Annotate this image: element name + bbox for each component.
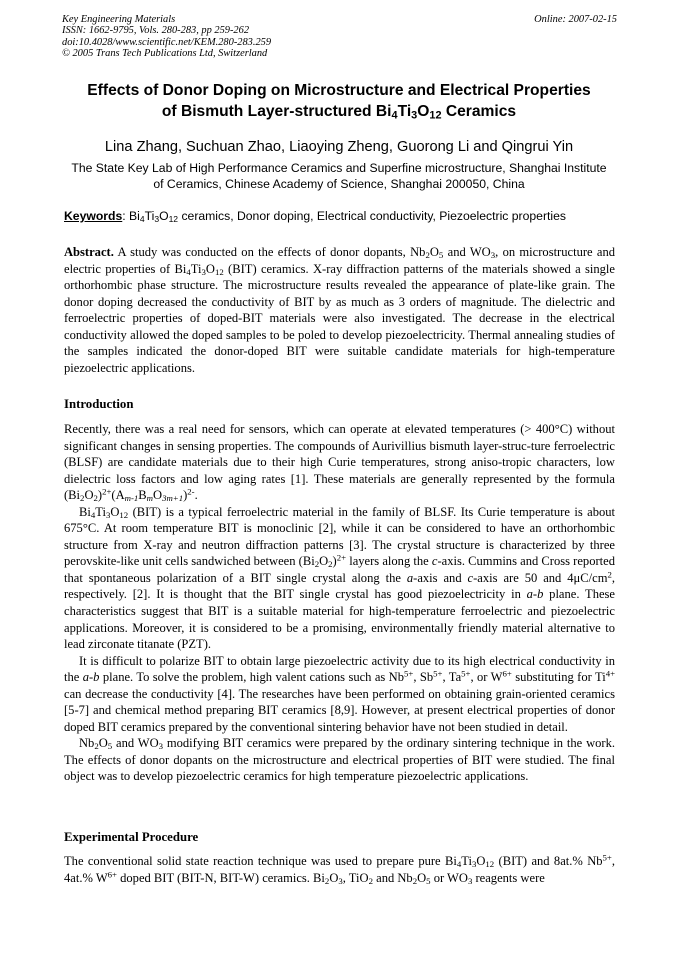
abstract-label: Abstract. <box>64 245 114 259</box>
title-line-2: of Bismuth Layer-structured $Bi_4Ti_3O_{12}$ Ceramics <box>161 103 517 122</box>
author-list: Lina Zhang, Suchuan Zhao, Liaoying Zheng, Guorong Li and Qingrui Yin <box>104 139 574 155</box>
paragraph: $Nb_2O_5$ and $WO_3$ modifying BIT ceramics were prepared by the ordinary sintering technique in the work. The effects of donor dopants on the microstructure and electrical properties of BIT were studied. The final object was to develop piezoelectric ceramics for high temperature piezoelectric applications. <box>64 736 615 784</box>
online-date: Online: 2007-02-15 <box>534 14 617 25</box>
title-line-1: Effects of Donor Doping on Microstructure and Electrical Properties <box>87 82 591 99</box>
issn-line: ISSN: 1662-9795, Vols. 280-283, pp 259-262 <box>62 25 250 37</box>
introduction-body <box>64 421 615 785</box>
section-heading-experimental: Experimental Procedure <box>64 830 199 844</box>
paper-title <box>40 80 638 122</box>
keywords: Keywords: $Bi_4Ti_3O_{12}$ ceramics, Donor doping, Electrical conductivity, Piezoelectric properties <box>64 209 566 225</box>
paragraph: The conventional solid state reaction technique was used to prepare pure $Bi_4Ti_3O_{12}$ (BIT) and 8at.% $Nb^{5+}$, 4at.% $W^{6+}$ doped BIT (BIT-N, BIT-W) ceramics. $Bi_2O_3$, TiO$_2$ and $Nb_2O_5$ or $WO_3$ reagents were <box>64 852 616 886</box>
paragraph: Recently, there was a real need for sensors, which can operate at elevated temperatures (> 400°C) without significant changes in sensing properties. The compounds of Aurivillius bismuth layer-struc-ture ferroelectric (BLSF) are candidate materials due to their high Curie temperatures, strong aniso-tropic characters, low dielectric loss factors and low aging rates [1]. These materials are generally represented by the formula $(Bi_2O_2)^{2+}(A_{m-1}B_mO_{3m+1})^{2-}$. <box>64 422 615 504</box>
doi-line: doi:10.4028/www.scientific.net/KEM.280-283.259 <box>62 36 272 48</box>
journal-name: Key Engineering Materials <box>62 14 176 25</box>
affiliation: The State Key Lab of High Performance Ceramics and Superfine microstructure, Shanghai Institute of Ceramics, Chinese Academy of Science, Shanghai 200050, China <box>71 161 607 191</box>
abstract: Abstract. A study was conducted on the effects of donor dopants, $Nb_2O_5$ and $WO_3$, on microstructure and electric properties of $Bi_4Ti_3O_{12}$ (BIT) ceramics. X-ray diffraction patterns of the materials showed a single orthorhombic phase structure. The microstructure results revealed the appearance of plate-like grain. The donor doping decreased the conductivity of BIT by as much as 3 orders of magnitude. The dielectric and ferroelectric properties of doped-BIT materials were also investigated. The decrease in the electrical conductivity allowed the doped samples to be poled to develop piezoelectricity. Thermal annealing studies of the samples indicated the donor-doped BIT were suitable candidate materials for high-temperature piezoelectric applications. <box>64 245 616 375</box>
paragraph: It is difficult to polarize BIT to obtain large piezoelectric activity due to its high electrical conductivity in the a-b plane. To solve the problem, high valent cations such as $Nb^{5+}$, $Sb^{5+}$, $Ta^{5+}$, or $W^{6+}$ substituting for $Ti^{4+}$ can decrease the conductivity [4]. The researches have been performed on obtaining grain-oriented ceramics [5-7] and chemical method preparing BIT ceramics [8,9]. However, at present electrical properties of donor doped BIT ceramics prepared by the conventional sintering behavior have not been studied in detail. <box>64 653 616 734</box>
paragraph: $Bi_4Ti_3O_{12}$ (BIT) is a typical ferroelectric material in the family of BLSF. Its Curie temperature is about 675°C. At room temperature BIT is monoclinic [2], while it can be considered to have an orthorhombic structure from X-ray and neutron diffraction patterns [3]. The crystal structure is characterized by three perovskite-like unit cells sandwiched between $(Bi_2O_2)^{2+}$ layers along the c-axis. Cummins and Cross reported that spontaneous polarization of a BIT single crystal along the a-axis and c-axis are 50 and $4\mu C/cm^2$, respectively. [2]. It is thought that the BIT single crystal has good piezoelectricity in a-b plane. These characteristics suggest that BIT is a suitable material for high-temperature ferroelectric and piezoelectric applications. Moreover, it is considered to be a promising, environmentally friendly material alternative to lead zirconate titanate (PZT). <box>64 504 616 652</box>
keywords-label: Keywords <box>64 209 123 223</box>
journal-header <box>62 14 617 60</box>
section-heading-introduction: Introduction <box>64 397 134 411</box>
copyright-line: © 2005 Trans Tech Publications Ltd, Switzerland <box>62 48 268 60</box>
experimental-body <box>64 853 615 886</box>
